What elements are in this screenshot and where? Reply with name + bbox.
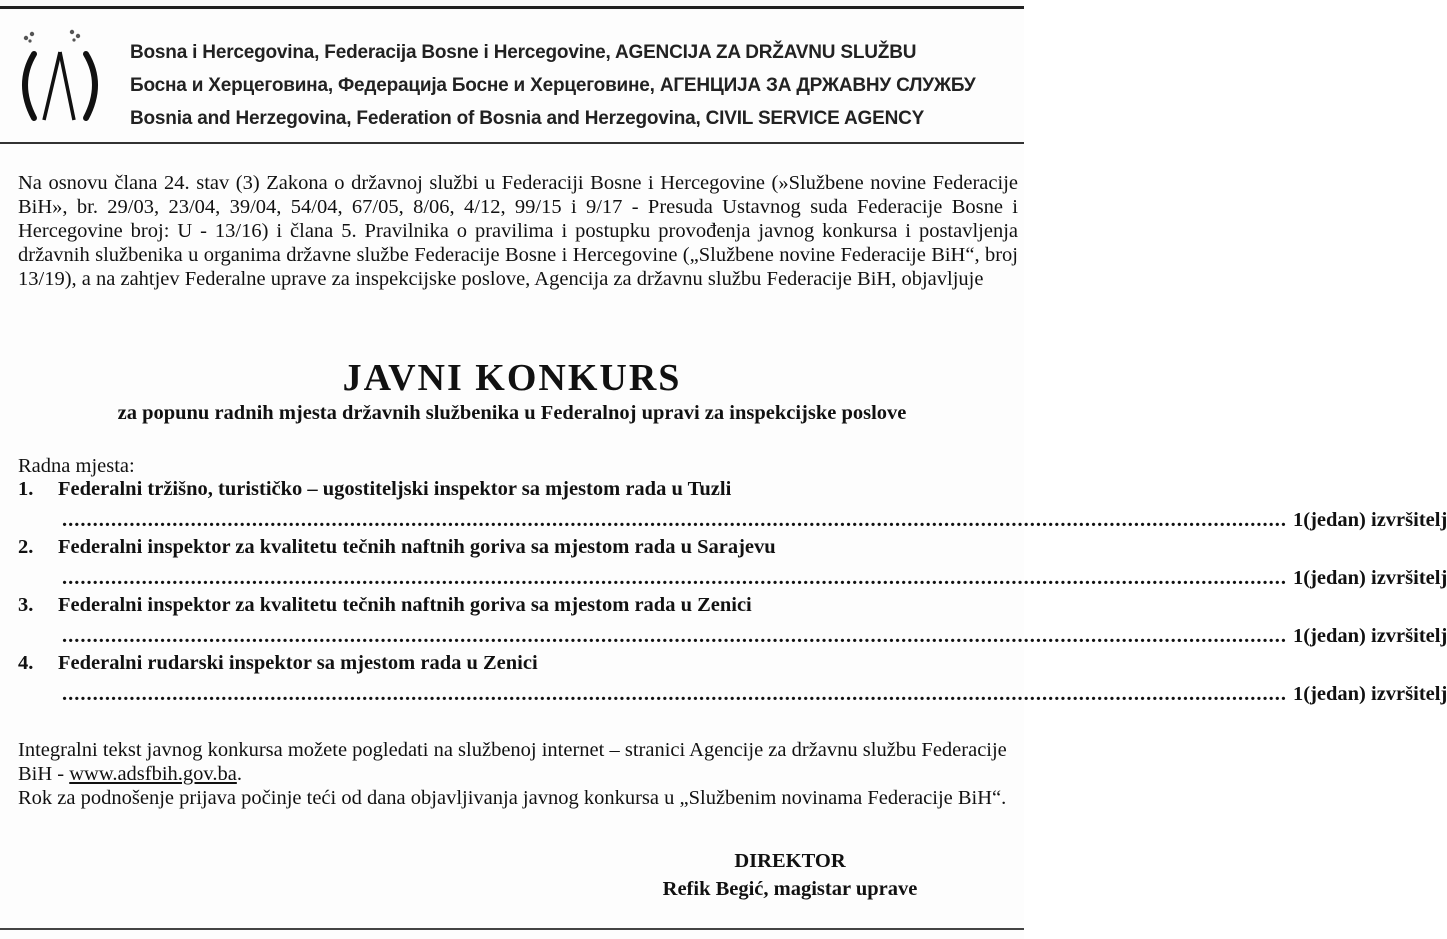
agency-logo-icon [12,24,122,134]
footer-line1: Integralni tekst javnog konkursa možete pogledati na službenoj internet – stranici Agencije za državnu službu Federacije BiH - [18,739,1007,785]
position-count: 1(jedan) izvršitelj [1293,683,1447,705]
document-title: JAVNI KONKURS [342,357,682,399]
positions-label: Radna mjesta: [18,455,135,477]
agency-website-link[interactable]: www.adsfbih.gov.ba [69,763,237,785]
position-title: Federalni tržišno, turističko – ugostiteljski inspektor sa mjestom rada u Tuzli [58,478,732,500]
footer-line2: Rok za podnošenje prijava počinje teći od dana objavljivanja javnog konkursa u „Službenim novinama Federacije BiH“. [18,787,1007,809]
position-title: Federalni rudarski inspektor sa mjestom rada u Zenici [58,652,538,674]
header-line-english: Bosnia and Herzegovina, Federation of Bosnia and Herzegovina, CIVIL SERVICE AGENCY [130,108,925,129]
bottom-rule [0,928,1024,930]
position-number: 3. [18,594,34,616]
position-number: 1. [18,478,34,500]
footer-text [18,738,1018,810]
position-number: 2. [18,536,34,558]
footer-line1-end: . [236,763,242,785]
signature-name: Refik Begić, magistar uprave [662,878,918,900]
header-divider [0,142,1024,144]
agency-header [8,22,1018,132]
top-rule [0,6,1024,9]
document-subtitle: za popunu radnih mjesta državnih službenika u Federalnoj upravi za inspekcijske poslove [117,402,907,424]
signature-role: DIREKTOR [734,850,846,872]
position-count: 1(jedan) izvršitelj [1293,509,1447,531]
header-line-latin: Bosna i Hercegovina, Federacija Bosne i Hercegovine, AGENCIJA ZA DRŽAVNU SLUŽBU [130,42,917,63]
position-title: Federalni inspektor za kvalitetu tečnih naftnih goriva sa mjestom rada u Zenici [58,594,752,616]
header-line-cyrillic: Босна и Херцеговина, Федерација Босне и Херцеговине, АГЕНЦИЈА ЗА ДРЖАВНУ СЛУЖБУ [130,75,976,96]
position-count: 1(jedan) izvršitelj [1293,625,1447,647]
position-title: Federalni inspektor za kvalitetu tečnih naftnih goriva sa mjestom rada u Sarajevu [58,536,776,558]
position-number: 4. [18,652,34,674]
document-page: Bosna i Hercegovina, Federacija Bosne i Hercegovine, AGENCIJA ZA DRŽAVNU SLUŽBU Босна и Херцеговина, Федерација Босне и Херцеговине, АГЕНЦИЈА ЗА ДРЖАВНУ СЛУЖБУ Bosnia and Herzegovina, Federation of Bosnia and Herzegovina, CIVIL SERVICE AGENCY Na osnovu člana 24. stav (3) Zakona o državnoj službi u Federaciji Bosne i Hercegovine (»Službene novine Federacije BiH», br. 29/03, 23/04, 39/04, 54/04, 67/05, 8/06, 4/12, 99/15 i 9/17 - Presuda Ustavnog suda Federacije Bosne i Hercegovine broj: U - 13/16) i člana 5. Pravilnika o pravilima i postupku provođenja javnog konkursa i postavljenja državnih službenika u organima državne službe Federacije Bosne i Hercegovine („Službene novine Federacije BiH“, broj 13/19), a na zahtjev Federalne uprave za inspekcijske poslove, Agencija za državnu službu Federacije BiH, objavljuje JAVNI KONKURS za popunu radnih mjesta državnih službenika u Federalnoj upravi za inspekcijske poslove Radna mjesta: 1. Federalni tržišno, turističko – ugostiteljski inspektor sa mjestom rada u Tuzli ........................................................................................................................................................................................................ 1(jedan) izvršitelj 2. Federalni inspektor za kvalitetu tečnih naftnih goriva sa mjestom rada u Sarajevu ........................................................................................................................................................................................................ 1(jedan) izvršitelj 3. Federalni inspektor za kvalitetu tečnih naftnih goriva sa mjestom rada u Zenici ........................................................................................................................................................................................................ 1(jedan) izvršitelj 4. Federalni rudarski inspektor sa mjestom rada u Zenici ........................................................................................................................................................................................................ 1(jedan) izvršitelj Integralni tekst javnog konkursa možete pogledati na službenoj internet – stranici Agencije za državnu službu Federacije BiH - www.adsfbih.gov.ba. Rok za podnošenje prijava počinje teći od dana objavljivanja javnog konkursa u „Službenim novinama Federacije BiH“. DIREKTOR Refik Begić, magistar uprave [0,0,1024,939]
intro-paragraph: Na osnovu člana 24. stav (3) Zakona o državnoj službi u Federaciji Bosne i Hercegovine (»Službene novine Federacije BiH», br. 29/03, 23/04, 39/04, 54/04, 67/05, 8/06, 4/12, 99/15 i 9/17 - Presuda Ustavnog suda Federacije Bosne i Hercegovine broj: U - 13/16) i člana 5. Pravilnika o pravilima i postupku provođenja javnog konkursa i postavljenja državnih službenika u organima državne službe Federacije Bosne i Hercegovine („Službene novine Federacije BiH“, broj 13/19), a na zahtjev Federalne uprave za inspekcijske poslove, Agencija za državnu službu Federacije BiH, objavljuje [18,172,1018,290]
position-count: 1(jedan) izvršitelj [1293,567,1447,589]
